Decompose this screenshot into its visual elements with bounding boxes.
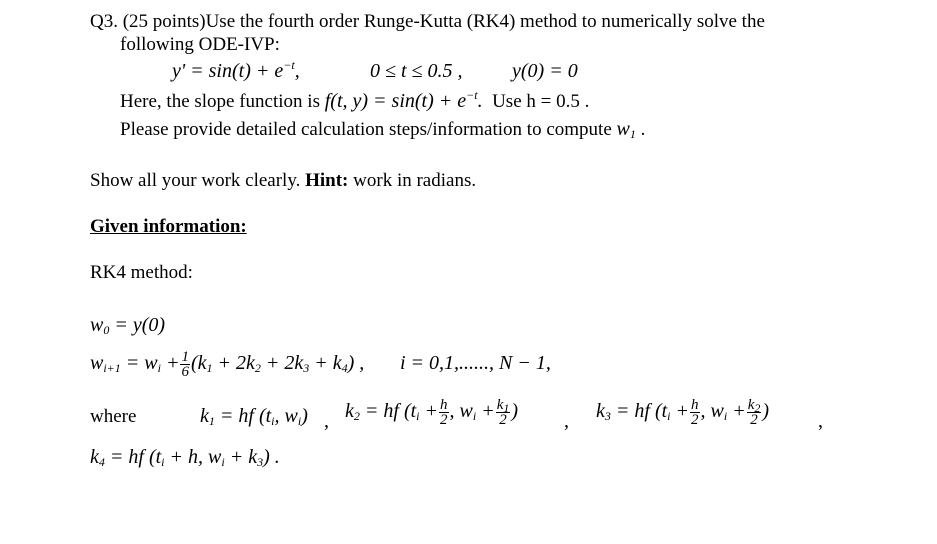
w1-symbol bbox=[617, 118, 636, 140]
w1-subscript: 1 bbox=[629, 127, 636, 141]
wi-subscript: i bbox=[157, 361, 161, 376]
k3-plus: + bbox=[670, 400, 690, 423]
sum-k2-subscript: 2 bbox=[254, 361, 261, 376]
k4-plus-k3: + k bbox=[224, 446, 258, 468]
question-line-2: following ODE-IVP: bbox=[120, 34, 280, 55]
sum-k1-subscript: 1 bbox=[206, 361, 213, 376]
fraction-numerator: 1 bbox=[181, 349, 189, 365]
ode-interval: 0 ≤ t ≤ 0.5 , bbox=[370, 60, 463, 82]
ode-text: y' = sin(t) + e bbox=[172, 60, 284, 82]
k2-k1-num bbox=[496, 398, 511, 413]
sum-open: (k bbox=[190, 352, 207, 375]
separator-comma-3: , bbox=[818, 410, 823, 432]
ode-exponent: −t bbox=[283, 58, 295, 72]
sum-2k2: + 2k bbox=[212, 352, 255, 375]
hint-text: work in radians. bbox=[348, 170, 477, 191]
k3-h-den: 2 bbox=[691, 412, 699, 428]
k3-subscript: 3 bbox=[604, 409, 611, 424]
k4-mid: + h, w bbox=[164, 446, 222, 468]
k2-k1-den: 2 bbox=[499, 412, 507, 428]
k4-formula bbox=[90, 446, 280, 468]
slope-dot: . bbox=[477, 90, 483, 112]
slope-function-text: f(t, y) = sin(t) + e bbox=[324, 90, 467, 112]
k3-w-subscript: i bbox=[723, 409, 728, 424]
k1-w: , w bbox=[274, 405, 298, 427]
sum-2k3: + 2k bbox=[260, 352, 304, 375]
slope-exponent: −t bbox=[466, 88, 478, 102]
k2-h-den: 2 bbox=[440, 412, 448, 428]
k2-k1-subscript: 1 bbox=[503, 401, 510, 415]
plus-sign: + bbox=[160, 352, 180, 375]
w1-letter: w bbox=[616, 118, 630, 140]
k1-t-subscript: i bbox=[271, 414, 275, 428]
k3-close: ) bbox=[762, 400, 770, 423]
ode-comma: , bbox=[294, 60, 300, 82]
k4-letter: k bbox=[90, 446, 99, 468]
k2-rhs: = hf (t bbox=[359, 400, 417, 423]
k4-w-subscript: i bbox=[221, 455, 225, 469]
k1-formula bbox=[200, 405, 308, 427]
k2-plus2: + bbox=[476, 400, 495, 423]
k2-k1-letter: k bbox=[496, 397, 504, 413]
k2-formula bbox=[345, 398, 518, 427]
k4-subscript: 4 bbox=[98, 455, 105, 469]
k2-w-subscript: i bbox=[472, 409, 477, 424]
k3-k2-half bbox=[747, 398, 762, 427]
separator-comma-1: , bbox=[324, 410, 329, 432]
k3-k2-num bbox=[747, 398, 762, 413]
provide-text: Please provide detailed calculation steps/information to compute bbox=[120, 119, 612, 140]
k2-h-num: h bbox=[440, 397, 448, 413]
wi1-letter: w bbox=[90, 352, 104, 375]
k4-close: ) . bbox=[263, 446, 280, 468]
separator-comma-2: , bbox=[564, 410, 569, 432]
show-work-line bbox=[90, 170, 476, 192]
k3-k2-den: 2 bbox=[750, 412, 758, 428]
k2-letter: k bbox=[345, 400, 354, 423]
question-line-1: Q3. (25 points)Use the fourth order Runge-Kutta (RK4) method to numerically solve the bbox=[90, 11, 765, 32]
k2-close: ) bbox=[511, 400, 519, 423]
k3-rhs: = hf (t bbox=[610, 400, 668, 423]
sum-k3-subscript: 3 bbox=[303, 361, 310, 376]
k3-k2-letter: k bbox=[747, 397, 755, 413]
rk4-update-formula bbox=[90, 350, 364, 379]
one-sixth-fraction bbox=[180, 350, 190, 379]
fraction-denominator: 6 bbox=[181, 364, 189, 380]
w0-subscript: 0 bbox=[103, 323, 110, 337]
k2-h-half bbox=[439, 398, 449, 427]
hint-label: Hint: bbox=[305, 170, 349, 191]
w1-dot: . bbox=[635, 119, 646, 140]
k2-subscript: 2 bbox=[353, 409, 360, 424]
k4-rhs: = hf (t bbox=[104, 446, 162, 468]
ode-initial-condition: y(0) = 0 bbox=[512, 60, 578, 82]
k4-t-subscript: i bbox=[161, 455, 165, 469]
k1-subscript: 1 bbox=[208, 414, 215, 428]
k3-t-subscript: i bbox=[667, 409, 671, 424]
k2-k1-half bbox=[496, 398, 511, 427]
k3-h-num: h bbox=[691, 397, 699, 413]
slope-function bbox=[325, 90, 483, 112]
k3-w: , w bbox=[700, 400, 724, 423]
k3-formula bbox=[596, 398, 769, 427]
k1-w-subscript: i bbox=[297, 414, 302, 428]
given-information-heading: Given information: bbox=[90, 216, 247, 237]
slope-line bbox=[120, 90, 589, 113]
provide-line bbox=[120, 118, 645, 141]
w0-equation bbox=[90, 314, 165, 336]
show-work-text: Show all your work clearly. bbox=[90, 170, 301, 191]
k4-k3-subscript: 3 bbox=[257, 455, 264, 469]
k1-close: ) bbox=[301, 405, 308, 427]
w0-letter: w bbox=[90, 314, 104, 336]
k1-rhs: = hf (t bbox=[214, 405, 272, 427]
wi1-subscript: i+1 bbox=[103, 361, 121, 376]
rk4-method-label: RK4 method: bbox=[90, 262, 193, 283]
k2-w: , w bbox=[449, 400, 473, 423]
sum-close: ) , bbox=[347, 352, 365, 375]
k3-k2-subscript: 2 bbox=[754, 401, 761, 415]
k2-plus: + bbox=[419, 400, 439, 423]
k3-plus2: + bbox=[727, 400, 746, 423]
step-size: Use h = 0.5 . bbox=[492, 91, 590, 112]
k3-letter: k bbox=[596, 400, 605, 423]
k2-t-subscript: i bbox=[416, 409, 420, 424]
index-range: i = 0,1,......, N − 1, bbox=[400, 352, 551, 374]
sum-k4: + k bbox=[309, 352, 342, 375]
wi1-equals-wi: = w bbox=[120, 352, 158, 375]
where-label: where bbox=[90, 406, 137, 427]
w0-rhs: = y(0) bbox=[109, 314, 166, 336]
slope-prefix: Here, the slope function is bbox=[120, 91, 320, 112]
k3-h-half bbox=[690, 398, 700, 427]
sum-k4-subscript: 4 bbox=[341, 361, 348, 376]
k1-letter: k bbox=[200, 405, 209, 427]
ode-equation bbox=[172, 60, 300, 82]
